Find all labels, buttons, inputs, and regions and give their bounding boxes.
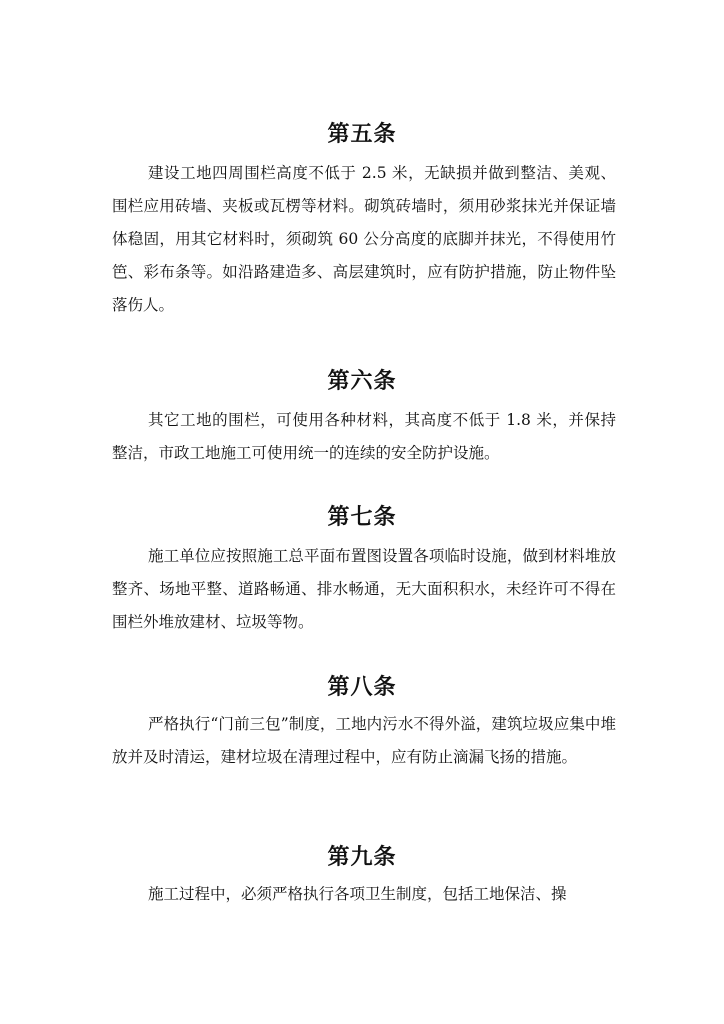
article-heading: 第九条	[327, 845, 397, 870]
article-body: 严格执行“门前三包”制度，工地内污水不得外溢，建筑垃圾应集中堆放并及时清运，建材垃圾在清理过程中，应有防止滴漏飞扬的措施。	[112, 715, 616, 766]
article-body: 施工过程中，必须严格执行各项卫生制度，包括工地保洁、操	[148, 885, 567, 903]
article-body: 建设工地四周围栏高度不低于 2.5 米，无缺损并做到整洁、美观、围栏应用砖墙、夹板或瓦楞等材料。砌筑砖墙时，须用砂浆抹光并保证墙体稳固，用其它材料时，须砌筑 60 公分高度的底脚并抹光，不得使用竹笆、彩布条等。如沿路建造多、高层建筑时，应有防护措施，防止物件坠落伤人。	[112, 164, 616, 314]
article-body: 其它工地的围栏，可使用各种材料，其高度不低于 1.8 米，并保持整洁，市政工地施工可使用统一的连续的安全防护设施。	[112, 411, 616, 462]
article-heading: 第五条	[327, 122, 397, 147]
article-body: 施工单位应按照施工总平面布置图设置各项临时设施，做到材料堆放整齐、场地平整、道路畅通、排水畅通，无大面积积水，未经许可不得在围栏外堆放建材、垃圾等物。	[112, 547, 616, 631]
article-heading: 第七条	[327, 505, 397, 530]
article-heading: 第八条	[327, 675, 397, 700]
article-heading: 第六条	[327, 369, 397, 394]
